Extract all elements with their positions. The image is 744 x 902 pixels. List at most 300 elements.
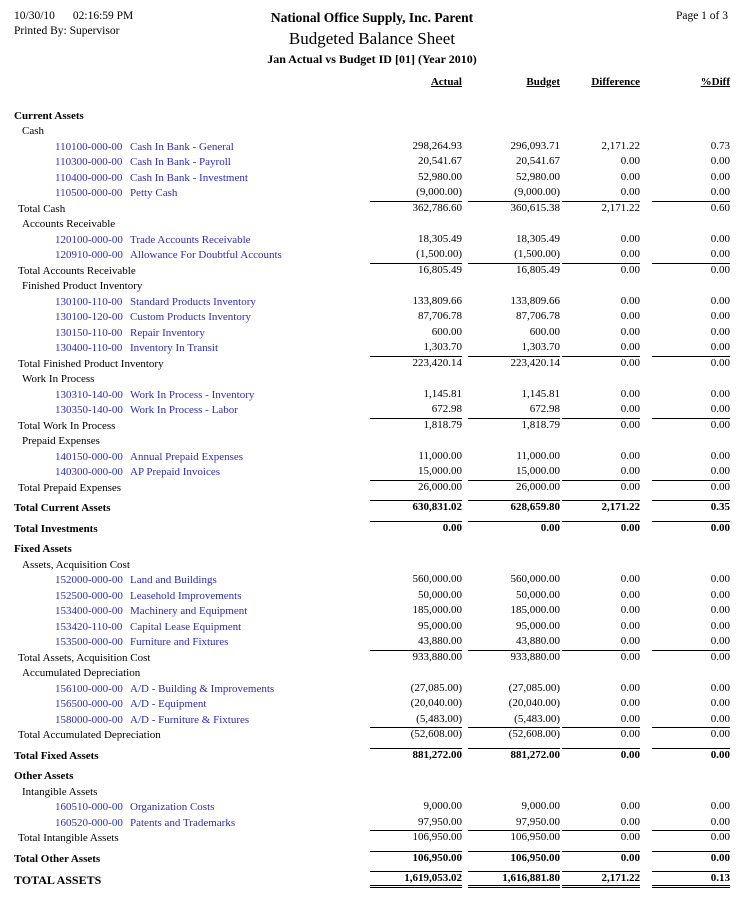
account-description-link[interactable]: Cash In Bank - General (130, 140, 234, 153)
value-actual: 298,264.93 (412, 139, 462, 152)
value-actual: 50,000.00 (418, 588, 462, 601)
value-actual: (20,040.00) (410, 697, 462, 709)
value-actual: 362,786.60 (370, 201, 462, 215)
row-label: Other Assets (14, 770, 74, 782)
cell-actual (330, 168, 462, 184)
value-difference: 2,171.22 (601, 139, 640, 152)
value-difference: 0.00 (620, 573, 640, 585)
cell-pct-diff (640, 617, 730, 633)
value-actual: 1,303.70 (423, 341, 462, 353)
account-number-link[interactable]: 153500-000-00 (55, 636, 123, 648)
value-actual: 1,145.81 (423, 387, 462, 400)
row-label: Total Intangible Assets (18, 832, 119, 844)
empty-cells (330, 664, 730, 680)
section-row (14, 762, 730, 783)
cell-actual (330, 308, 462, 324)
column-header-actual: Actual (430, 76, 462, 88)
account-description-link[interactable]: AP Prepaid Invoices (130, 466, 221, 478)
total-row (14, 478, 730, 494)
value-pct-diff: 0.00 (652, 521, 730, 535)
cell-pct-diff (640, 308, 730, 324)
cell-difference (560, 230, 640, 246)
column-header-difference: Difference (591, 76, 640, 88)
cell-budget (462, 813, 560, 829)
cell-budget (462, 865, 560, 888)
account-row (14, 602, 730, 618)
cell-actual (330, 137, 462, 153)
account-cell (14, 447, 330, 463)
value-pct-diff: 0.00 (710, 712, 730, 725)
cell-budget (462, 137, 560, 153)
value-budget: (5,483.00) (514, 712, 560, 725)
account-number-link[interactable]: 156100-000-00 (55, 682, 123, 695)
section-row (14, 101, 730, 122)
account-description-link[interactable]: Petty Cash (130, 187, 178, 199)
account-description-link[interactable]: Patents and Trademarks (130, 816, 236, 829)
cell-pct-diff (640, 199, 730, 215)
total-row (14, 261, 730, 277)
row-label: Work In Process (22, 373, 95, 385)
value-budget: (9,000.00) (514, 186, 560, 198)
account-number-link[interactable]: 153400-000-00 (55, 605, 123, 617)
account-description-link[interactable]: Furniture and Fixtures (130, 636, 229, 648)
cell-difference (560, 137, 640, 153)
balance-sheet-table (14, 76, 730, 888)
empty-cells (330, 101, 730, 122)
account-row (14, 246, 730, 262)
cell-difference (560, 478, 640, 494)
cell-pct-diff (640, 586, 730, 602)
value-budget: 50,000.00 (516, 588, 560, 601)
value-pct-diff: 0.00 (652, 418, 730, 432)
value-actual: 1,818.79 (370, 418, 462, 432)
cell-actual (330, 602, 462, 618)
account-description-link[interactable]: A/D - Equipment (130, 698, 207, 710)
account-description-link[interactable]: Standard Products Inventory (130, 295, 256, 308)
value-budget: 296,093.71 (510, 139, 560, 152)
cell-difference (560, 308, 640, 324)
account-number-link[interactable]: 158000-000-00 (55, 713, 123, 726)
account-number-link[interactable]: 110400-000-00 (55, 171, 123, 184)
value-pct-diff: 0.00 (710, 341, 730, 353)
total-row (14, 648, 730, 664)
cell-pct-diff (640, 385, 730, 401)
value-pct-diff: 0.00 (710, 573, 730, 585)
cell-difference (560, 602, 640, 618)
cell-difference (560, 199, 640, 215)
row-label: Total Work In Process (18, 419, 116, 432)
account-number-link[interactable]: 130310-140-00 (55, 388, 123, 401)
value-difference: 0.00 (620, 681, 640, 694)
cell-budget (462, 463, 560, 479)
value-pct-diff: 0.00 (710, 619, 730, 632)
cell-pct-diff (640, 741, 730, 762)
value-difference: 0.00 (562, 480, 640, 494)
value-budget: 133,809.66 (510, 294, 560, 307)
value-actual: 133,809.66 (412, 294, 462, 307)
account-cell (14, 168, 330, 184)
value-actual: 560,000.00 (412, 573, 462, 585)
cell-budget (462, 308, 560, 324)
value-budget: 87,706.78 (516, 310, 560, 322)
account-number-link[interactable]: 130100-120-00 (55, 311, 123, 323)
account-row (14, 292, 730, 308)
account-number-link[interactable]: 140300-000-00 (55, 466, 123, 478)
value-budget: (20,040.00) (508, 697, 560, 709)
value-pct-diff: 0.00 (710, 325, 730, 338)
row-label: Finished Product Inventory (22, 280, 143, 292)
value-actual: (5,483.00) (416, 712, 462, 725)
cell-actual (330, 741, 462, 762)
cell-actual (330, 230, 462, 246)
company-name: National Office Supply, Inc. Parent (270, 10, 474, 25)
cell-budget (462, 261, 560, 277)
empty-cells (330, 535, 730, 556)
account-number-link[interactable]: 153420-110-00 (55, 620, 123, 633)
value-budget: 223,420.14 (468, 356, 560, 370)
value-difference: 0.00 (562, 727, 640, 741)
value-actual: 106,950.00 (370, 830, 462, 844)
account-description-link[interactable]: Inventory In Transit (130, 342, 218, 354)
account-number-link[interactable]: 120100-000-00 (55, 233, 123, 246)
account-cell (14, 308, 330, 324)
account-description-link[interactable]: Cash In Bank - Investment (130, 171, 248, 184)
account-description-link[interactable]: Leasehold Improvements (130, 589, 242, 602)
account-description-link[interactable]: Work In Process - Inventory (130, 388, 255, 401)
value-budget: 106,950.00 (468, 851, 560, 865)
account-number-link[interactable]: 160510-000-00 (55, 801, 123, 813)
account-row (14, 617, 730, 633)
cell-budget (462, 153, 560, 169)
account-description-link[interactable]: Cash In Bank - Payroll (130, 156, 231, 168)
value-pct-diff: 0.00 (652, 356, 730, 370)
cell-budget (462, 168, 560, 184)
account-row (14, 401, 730, 417)
cell-budget (462, 494, 560, 515)
account-description-link[interactable]: A/D - Furniture & Fixtures (130, 713, 250, 726)
cell-difference (560, 633, 640, 649)
value-difference: 0.00 (620, 325, 640, 338)
value-pct-diff: 0.00 (652, 263, 730, 277)
cell-actual (330, 401, 462, 417)
value-pct-diff: 0.00 (710, 697, 730, 709)
account-number-link[interactable]: 130100-110-00 (55, 295, 123, 308)
cell-pct-diff (640, 865, 730, 888)
account-number-link[interactable]: 152000-000-00 (55, 574, 123, 586)
cell-actual (330, 416, 462, 432)
cell-difference (560, 153, 640, 169)
cell-pct-diff (640, 478, 730, 494)
cell-pct-diff (640, 710, 730, 726)
cell-budget (462, 710, 560, 726)
cell-actual (330, 586, 462, 602)
account-description-link[interactable]: Annual Prepaid Expenses (130, 450, 244, 463)
account-number-link[interactable]: 130400-110-00 (55, 342, 123, 354)
cell-difference (560, 494, 640, 515)
value-pct-diff: 0.00 (710, 403, 730, 415)
value-budget: 600.00 (529, 325, 560, 338)
column-header-row (14, 76, 730, 101)
cell-pct-diff (640, 648, 730, 664)
value-budget: 15,000.00 (516, 465, 560, 477)
empty-cells (330, 432, 730, 448)
account-description-link[interactable]: Trade Accounts Receivable (130, 233, 251, 246)
account-number-link[interactable]: 130350-140-00 (55, 404, 123, 416)
account-number-link[interactable]: 110300-000-00 (55, 156, 123, 168)
cell-difference (560, 401, 640, 417)
account-description-link[interactable]: Repair Inventory (130, 326, 205, 339)
cell-actual (330, 798, 462, 814)
account-cell (14, 710, 330, 726)
value-budget: 0.00 (468, 521, 560, 535)
value-pct-diff: 0.00 (652, 650, 730, 664)
row-label: Intangible Assets (22, 785, 98, 798)
empty-cells (330, 277, 730, 293)
value-difference: 0.00 (620, 588, 640, 601)
report-body (14, 101, 730, 888)
cell-budget (462, 323, 560, 339)
value-pct-diff: 0.00 (710, 449, 730, 462)
value-actual: 223,420.14 (370, 356, 462, 370)
cell-budget (462, 586, 560, 602)
account-number-link[interactable]: 130150-110-00 (55, 326, 123, 339)
cell-budget (462, 695, 560, 711)
cell-budget (462, 246, 560, 262)
cell-difference (560, 292, 640, 308)
cell-budget (462, 602, 560, 618)
value-pct-diff: 0.00 (710, 294, 730, 307)
value-actual: 20,541.67 (418, 155, 462, 167)
cell-budget (462, 230, 560, 246)
account-number-link[interactable]: 120910-000-00 (55, 249, 123, 261)
grand-row (14, 494, 730, 515)
cell-pct-diff (640, 798, 730, 814)
cell-pct-diff (640, 137, 730, 153)
value-budget: 933,880.00 (468, 650, 560, 664)
row-label: Accumulated Depreciation (22, 667, 141, 679)
cell-budget (462, 199, 560, 215)
account-description-link[interactable]: Machinery and Equipment (130, 605, 248, 617)
value-budget: 26,000.00 (468, 480, 560, 494)
cell-actual (330, 153, 462, 169)
value-budget: 881,272.00 (468, 748, 560, 762)
value-difference: 0.00 (620, 449, 640, 462)
value-pct-diff: 0.00 (710, 681, 730, 694)
empty-cells (330, 122, 730, 138)
account-description-link[interactable]: Custom Products Inventory (130, 311, 251, 323)
cell-actual (330, 829, 462, 845)
row-label: Total Finished Product Inventory (18, 357, 164, 370)
cell-actual (330, 617, 462, 633)
value-actual: 185,000.00 (412, 604, 462, 616)
subsection-row (14, 664, 730, 680)
value-actual: 43,880.00 (418, 635, 462, 647)
report-subtitle: Jan Actual vs Budget ID [01] (Year 2010) (267, 52, 477, 66)
value-pct-diff: 0.00 (710, 387, 730, 400)
cell-difference (560, 586, 640, 602)
account-cell (14, 695, 330, 711)
value-actual: 87,706.78 (418, 310, 462, 322)
page-indicator: Page 1 of 3 (675, 10, 728, 22)
cell-budget (462, 633, 560, 649)
total-row (14, 726, 730, 742)
value-pct-diff: 0.00 (710, 465, 730, 477)
cell-difference (560, 695, 640, 711)
value-actual: 11,000.00 (418, 449, 462, 462)
subsection-row (14, 215, 730, 231)
total-row (14, 199, 730, 215)
cell-actual (330, 494, 462, 515)
value-pct-diff: 0.00 (652, 830, 730, 844)
account-description-link[interactable]: A/D - Building & Improvements (130, 682, 275, 695)
report-header (14, 8, 730, 74)
cell-difference (560, 385, 640, 401)
cell-budget (462, 514, 560, 535)
account-cell (14, 230, 330, 246)
cell-pct-diff (640, 813, 730, 829)
value-difference: 0.00 (620, 697, 640, 709)
account-cell (14, 401, 330, 417)
account-number-link[interactable]: 110500-000-00 (55, 187, 123, 199)
cell-difference (560, 679, 640, 695)
account-number-link[interactable]: 160520-000-00 (55, 816, 123, 829)
grand-row (14, 741, 730, 762)
row-label: Total Investments (14, 522, 98, 535)
value-difference: 0.00 (620, 170, 640, 183)
value-difference: 0.00 (620, 294, 640, 307)
value-budget: 1,303.70 (521, 341, 560, 353)
account-description-link[interactable]: Capital Lease Equipment (130, 620, 242, 633)
account-cell (14, 633, 330, 649)
account-cell (14, 813, 330, 829)
account-description-link[interactable]: Work In Process - Labor (130, 404, 238, 416)
cell-pct-diff (640, 679, 730, 695)
cell-budget (462, 798, 560, 814)
cell-actual (330, 463, 462, 479)
cell-difference (560, 261, 640, 277)
subsection-row (14, 122, 730, 138)
account-row (14, 153, 730, 169)
cell-difference (560, 617, 640, 633)
value-budget: (1,500.00) (514, 248, 560, 260)
value-actual: 26,000.00 (370, 480, 462, 494)
account-description-link[interactable]: Land and Buildings (130, 574, 217, 586)
cell-actual (330, 292, 462, 308)
cell-difference (560, 339, 640, 355)
value-difference: 2,171.22 (562, 871, 640, 888)
account-cell (14, 617, 330, 633)
row-label: Total Prepaid Expenses (18, 481, 122, 494)
value-pct-diff: 0.00 (652, 480, 730, 494)
value-pct-diff: 0.00 (710, 248, 730, 260)
subsection-row (14, 555, 730, 571)
value-difference: 0.00 (562, 748, 640, 762)
cell-difference (560, 844, 640, 865)
account-row (14, 813, 730, 829)
account-description-link[interactable]: Allowance For Doubtful Accounts (130, 249, 282, 261)
cell-actual (330, 199, 462, 215)
cell-pct-diff (640, 323, 730, 339)
value-actual: 0.00 (370, 521, 462, 535)
cell-actual (330, 246, 462, 262)
cell-pct-diff (640, 695, 730, 711)
value-pct-diff: 0.60 (652, 201, 730, 215)
value-budget: 628,659.80 (468, 500, 560, 514)
value-budget: 95,000.00 (516, 619, 560, 632)
cell-actual (330, 695, 462, 711)
value-actual: 630,831.02 (370, 500, 462, 514)
value-pct-diff: 0.35 (652, 500, 730, 514)
value-budget: 20,541.67 (516, 155, 560, 167)
account-number-link[interactable]: 110100-000-00 (55, 140, 123, 153)
value-difference: 0.00 (620, 155, 640, 167)
cell-budget (462, 478, 560, 494)
empty-cells (330, 782, 730, 798)
value-budget: 11,000.00 (516, 449, 560, 462)
print-info (14, 10, 133, 37)
cell-pct-diff (640, 416, 730, 432)
cell-pct-diff (640, 401, 730, 417)
cell-difference (560, 323, 640, 339)
cell-budget (462, 184, 560, 200)
value-difference: 0.00 (620, 800, 640, 812)
account-number-link[interactable]: 140150-000-00 (55, 450, 123, 463)
total-row (14, 829, 730, 845)
cell-difference (560, 463, 640, 479)
account-cell (14, 137, 330, 153)
account-cell (14, 246, 330, 262)
value-actual: 95,000.00 (418, 619, 462, 632)
value-difference: 0.00 (562, 418, 640, 432)
grand-final-row (14, 865, 730, 888)
value-budget: 9,000.00 (521, 800, 560, 812)
account-number-link[interactable]: 156500-000-00 (55, 698, 123, 710)
cell-budget (462, 339, 560, 355)
value-budget: 360,615.38 (468, 201, 560, 215)
value-pct-diff: 0.00 (652, 851, 730, 865)
row-label: TOTAL ASSETS (14, 872, 102, 887)
cell-pct-diff (640, 571, 730, 587)
account-cell (14, 292, 330, 308)
cell-actual (330, 354, 462, 370)
report-title: Budgeted Balance Sheet (288, 29, 456, 48)
account-row (14, 463, 730, 479)
value-actual: 600.00 (431, 325, 462, 338)
row-label: Prepaid Expenses (22, 435, 100, 447)
account-description-link[interactable]: Organization Costs (130, 801, 215, 813)
value-difference: 0.00 (620, 635, 640, 647)
cell-budget (462, 354, 560, 370)
value-difference: 0.00 (620, 387, 640, 400)
value-difference: 2,171.22 (562, 500, 640, 514)
cell-pct-diff (640, 494, 730, 515)
cell-pct-diff (640, 844, 730, 865)
account-cell (14, 184, 330, 200)
value-budget: (52,608.00) (468, 727, 560, 741)
cell-actual (330, 710, 462, 726)
column-header-budget: Budget (526, 76, 560, 88)
cell-actual (330, 571, 462, 587)
account-number-link[interactable]: 152500-000-00 (55, 589, 123, 602)
value-budget: 97,950.00 (516, 815, 560, 828)
value-actual: 106,950.00 (370, 851, 462, 865)
cell-actual (330, 648, 462, 664)
cell-pct-diff (640, 514, 730, 535)
column-header-spacer (14, 76, 330, 101)
value-difference: 0.00 (620, 619, 640, 632)
value-pct-diff: 0.00 (710, 800, 730, 812)
cell-pct-diff (640, 602, 730, 618)
